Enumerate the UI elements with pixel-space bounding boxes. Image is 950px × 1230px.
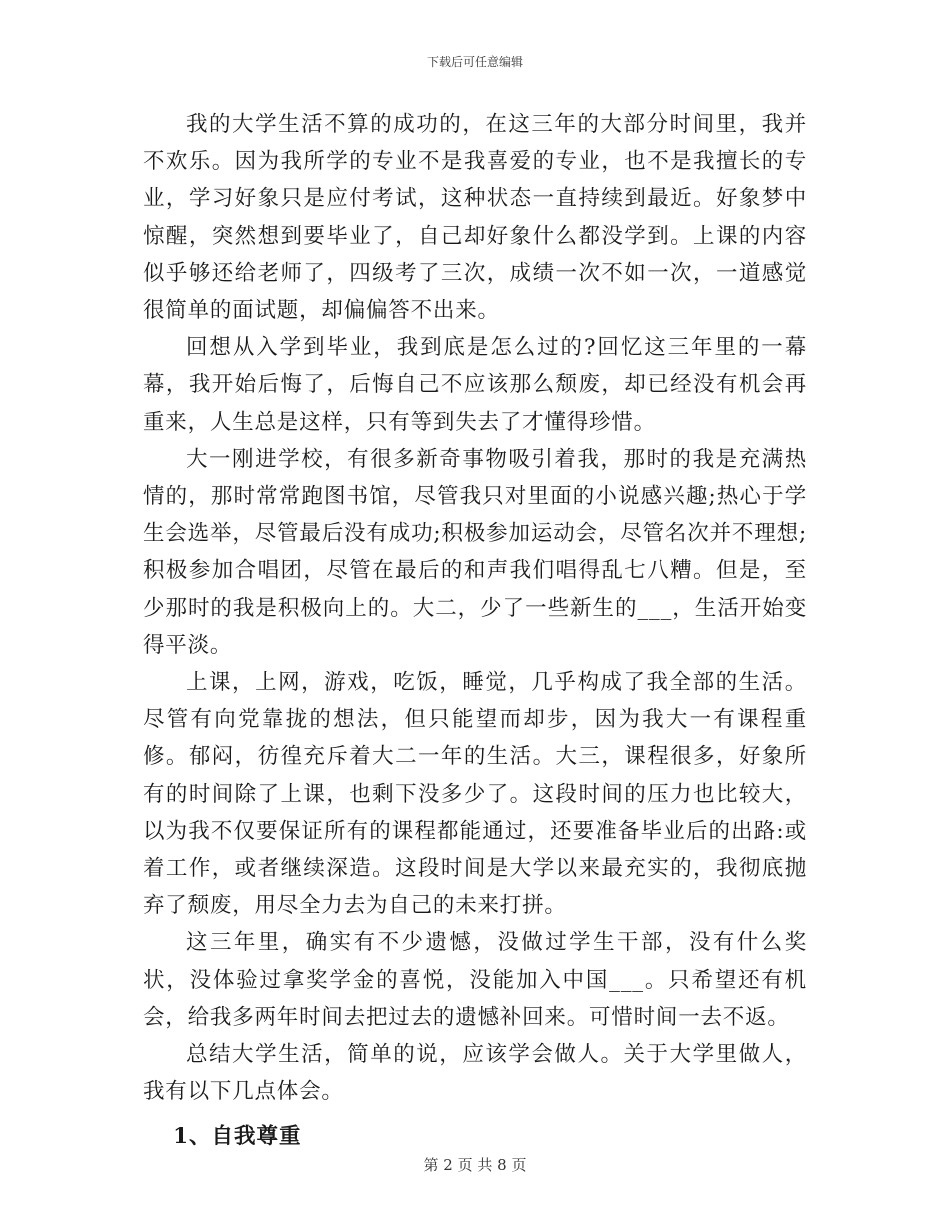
paragraph-5: 这三年里，确实有不少遗憾，没做过学生干部，没有什么奖状，没体验过拿奖学金的喜悦，没能加入中国___。只希望还有机会，给我多两年时间去把过去的遗憾补回来。可惜时间一去不返。 <box>143 930 807 1030</box>
paragraph-2: 回想从入学到毕业，我到底是怎么过的?回忆这三年里的一幕幕，我开始后悔了，后悔自己不应该那么颓废，却已经没有机会再重来，人生总是这样，只有等到失去了才懂得珍惜。 <box>143 335 807 435</box>
paragraph-4: 上课，上网，游戏，吃饭，睡觉，几乎构成了我全部的生活。尽管有向党靠拢的想法，但只能望而却步，因为我大一有课程重修。郁闷，彷徨充斥着大二一年的生活。大三，课程很多，好象所有的时间除了上课，也剩下没多少了。这段时间的压力也比较大，以为我不仅要保证所有的课程都能通过，还要准备毕业后的出路:或着工作，或者继续深造。这段时间是大学以来最充实的，我彻底抛弃了颓废，用尽全力去为自己的未来打拼。 <box>143 670 807 919</box>
page-header: 下载后可任意编辑 <box>426 55 523 69</box>
page-footer: 第 2 页 共 8 页 <box>423 1156 527 1174</box>
paragraph-3: 大一刚进学校，有很多新奇事物吸引着我，那时的我是充满热情的，那时常常跑图书馆，尽管我只对里面的小说感兴趣;热心于学生会选举，尽管最后没有成功;积极参加运动会，尽管名次并不理想;积极参加合唱团，尽管在最后的和声我们唱得乱七八糟。但是，至少那时的我是积极向上的。大二，少了一些新生的___，生活开始变得平淡。 <box>143 446 807 658</box>
section-heading: 1、自我尊重 <box>173 1124 302 1150</box>
paragraph-1: 我的大学生活不算的成功的，在这三年的大部分时间里，我并不欢乐。因为我所学的专业不是我喜爱的专业，也不是我擅长的专业，学习好象只是应付考试，这种状态一直持续到最近。好象梦中惊醒，突然想到要毕业了，自己却好象什么都没学到。上课的内容似乎够还给老师了，四级考了三次，成绩一次不如一次，一道感觉很简单的面试题，却偏偏答不出来。 <box>143 112 807 324</box>
document-body <box>143 106 807 1156</box>
paragraph-6: 总结大学生活，简单的说，应该学会做人。关于大学里做人，我有以下几点体会。 <box>143 1042 807 1105</box>
